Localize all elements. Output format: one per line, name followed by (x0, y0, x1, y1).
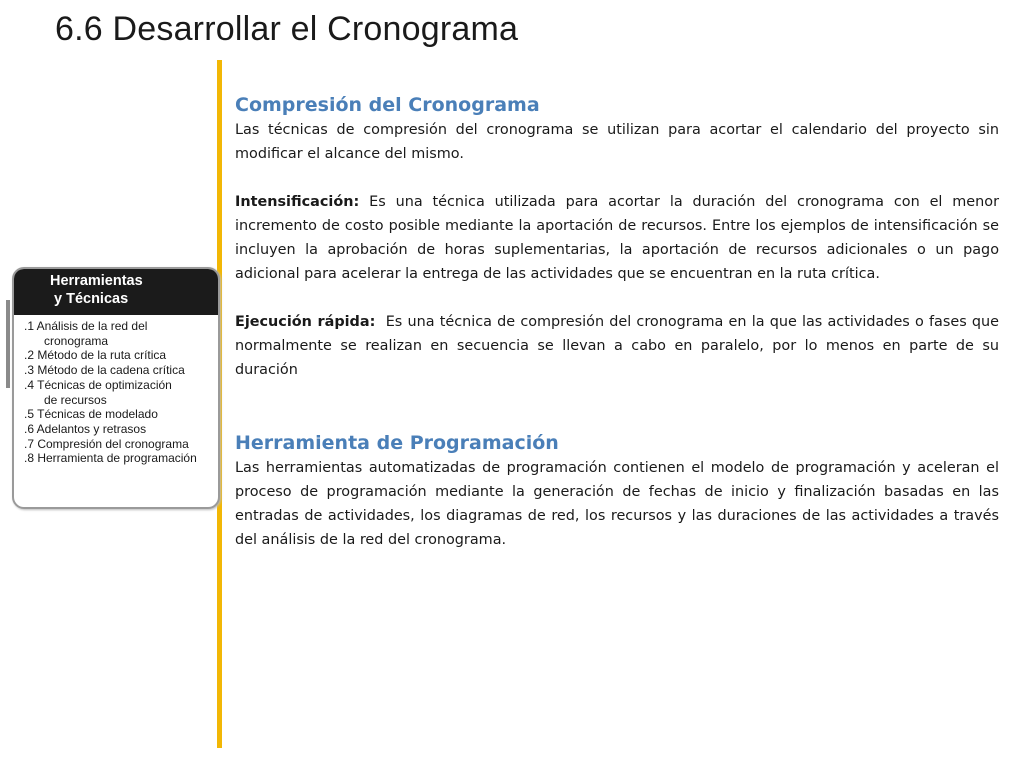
tool-item-3: .3 Método de la cadena crítica (24, 363, 185, 378)
intensificacion-text: Es una técnica utilizada para acortar la duración del cronograma con el menor incremento de costo posible mediante la aportación de recursos. Entre los ejemplos de intensificación se incluyen la aprobación de horas suplementarias, la aportación de recursos adicionales o un pago adicional para acelerar la entrega de las actividades que se encuentran en la ruta crítica. (235, 194, 999, 282)
ejecucion-text: Es una técnica de compresión del cronograma en la que las actividades o fases que normalmente se realizan en secuencia se llevan a cabo en paralelo, por lo menos en parte de su duración (235, 314, 1004, 378)
herramienta-title: Herramienta de Programación (235, 432, 559, 454)
tools-techniques-card (12, 267, 220, 509)
ejecucion-label: Ejecución rápida: (235, 314, 376, 330)
intensificacion-paragraph (235, 190, 999, 286)
tools-card-header (14, 269, 218, 315)
tools-list (14, 315, 218, 466)
tool-item-7: .7 Compresión del cronograma (24, 436, 189, 451)
slide-title: 6.6 Desarrollar el Cronograma (55, 10, 519, 48)
intensificacion-label: Intensificación: (235, 194, 360, 210)
tool-item-1: .1 Análisis de la red del cronograma (24, 319, 148, 348)
compresion-title: Compresión del Cronograma (235, 94, 540, 116)
herramienta-text: Las herramientas automatizadas de programación contienen el modelo de programación y aceleran el proceso de programación mediante la generación de fechas de inicio y finalización basadas en las entradas de actividades, los diagramas de red, los recursos y las duraciones de las actividades a través del análisis de la red del cronograma. (235, 460, 999, 548)
tool-item-4: .4 Técnicas de optimización de recursos (24, 377, 172, 407)
tool-item-8: .8 Herramienta de programación (24, 451, 197, 466)
main-content (235, 92, 1004, 552)
ejecucion-paragraph (235, 310, 1004, 382)
card-side-accent (6, 300, 10, 388)
tool-item-6: .6 Adelantos y retrasos (24, 421, 147, 436)
tool-item-2: .2 Método de la ruta crítica (24, 348, 167, 363)
tools-header-line2: y Técnicas (54, 291, 129, 307)
tool-item-5: .5 Técnicas de modelado (24, 407, 158, 422)
tools-header-line1: Herramientas (50, 273, 143, 289)
compresion-text: Las técnicas de compresión del cronograma se utilizan para acortar el calendario del proyecto sin modificar el alcance del mismo. (235, 122, 999, 162)
